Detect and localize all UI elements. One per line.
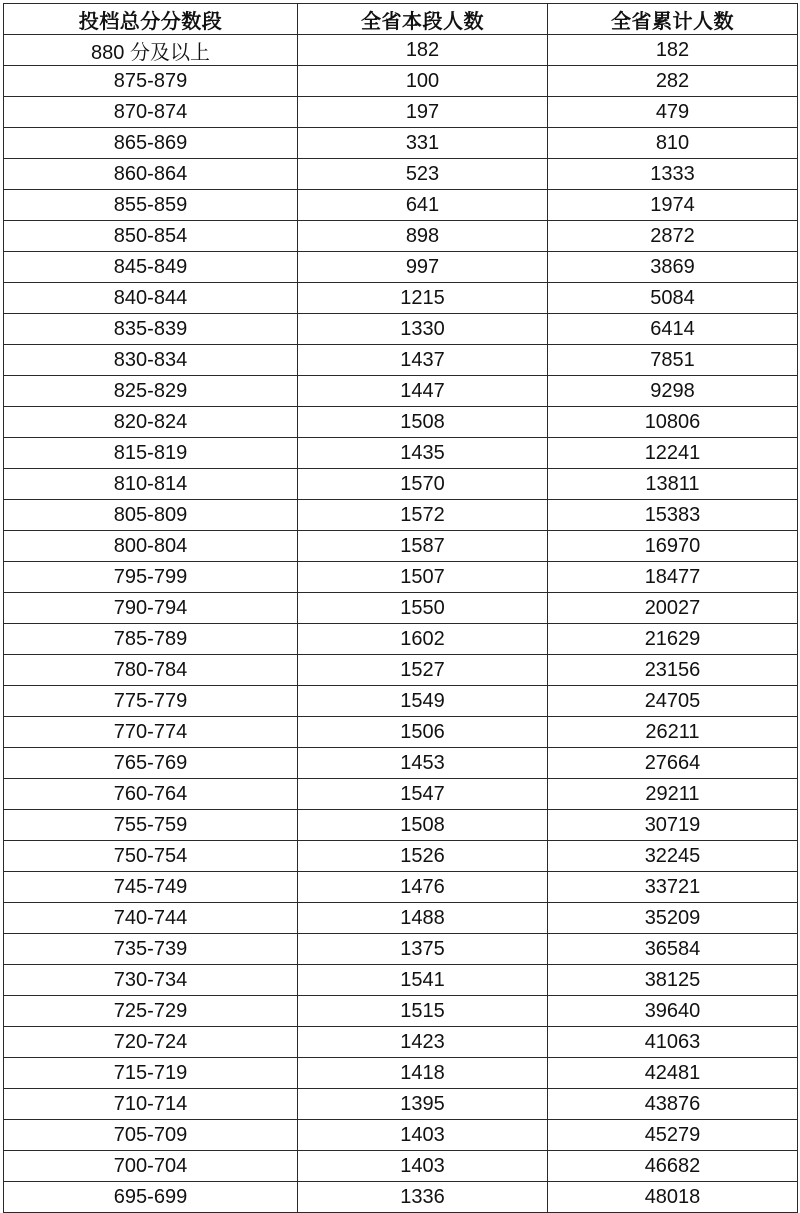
cell-score-range: 825-829 — [4, 376, 298, 407]
table-row — [4, 159, 798, 190]
cell-cumulative-count: 27664 — [548, 748, 798, 779]
cell-score-range: 720-724 — [4, 1027, 298, 1058]
cell-cumulative-count: 32245 — [548, 841, 798, 872]
cell-score-range: 780-784 — [4, 655, 298, 686]
cell-segment-count: 1515 — [298, 996, 548, 1027]
cell-segment-count: 1508 — [298, 810, 548, 841]
cell-segment-count: 1423 — [298, 1027, 548, 1058]
cell-segment-count: 1587 — [298, 531, 548, 562]
table-row — [4, 593, 798, 624]
cell-segment-count: 1572 — [298, 500, 548, 531]
cell-segment-count: 1395 — [298, 1089, 548, 1120]
cell-segment-count: 1508 — [298, 407, 548, 438]
cell-segment-count: 1453 — [298, 748, 548, 779]
cell-cumulative-count: 2872 — [548, 221, 798, 252]
cell-segment-count: 898 — [298, 221, 548, 252]
cell-segment-count: 1549 — [298, 686, 548, 717]
cell-score-range: 790-794 — [4, 593, 298, 624]
cell-score-range: 800-804 — [4, 531, 298, 562]
cell-score-range: 855-859 — [4, 190, 298, 221]
header-score-range: 投档总分分数段 — [4, 4, 298, 35]
cell-cumulative-count: 30719 — [548, 810, 798, 841]
cell-segment-count: 1550 — [298, 593, 548, 624]
table-row — [4, 717, 798, 748]
cell-cumulative-count: 48018 — [548, 1182, 798, 1213]
table-row — [4, 128, 798, 159]
table-row — [4, 531, 798, 562]
cell-segment-count: 100 — [298, 66, 548, 97]
cell-cumulative-count: 6414 — [548, 314, 798, 345]
table-row — [4, 66, 798, 97]
table-row — [4, 221, 798, 252]
cell-cumulative-count: 12241 — [548, 438, 798, 469]
cell-segment-count: 197 — [298, 97, 548, 128]
cell-segment-count: 331 — [298, 128, 548, 159]
cell-cumulative-count: 18477 — [548, 562, 798, 593]
cell-score-range: 820-824 — [4, 407, 298, 438]
table-body — [4, 35, 798, 1213]
cell-cumulative-count: 45279 — [548, 1120, 798, 1151]
table-row — [4, 1182, 798, 1213]
cell-score-range: 810-814 — [4, 469, 298, 500]
cell-score-range: 785-789 — [4, 624, 298, 655]
cell-score-range: 755-759 — [4, 810, 298, 841]
cell-cumulative-count: 42481 — [548, 1058, 798, 1089]
table-row — [4, 779, 798, 810]
cell-score-range: 815-819 — [4, 438, 298, 469]
cell-segment-count: 523 — [298, 159, 548, 190]
cell-score-range: 795-799 — [4, 562, 298, 593]
table-row — [4, 1120, 798, 1151]
table-row — [4, 252, 798, 283]
cell-score-range: 870-874 — [4, 97, 298, 128]
table-row — [4, 810, 798, 841]
table-row — [4, 841, 798, 872]
cell-segment-count: 1541 — [298, 965, 548, 996]
cell-score-range: 735-739 — [4, 934, 298, 965]
cell-cumulative-count: 20027 — [548, 593, 798, 624]
cell-score-range: 770-774 — [4, 717, 298, 748]
cell-segment-count: 1215 — [298, 283, 548, 314]
cell-segment-count: 1526 — [298, 841, 548, 872]
cell-segment-count: 1488 — [298, 903, 548, 934]
table-row — [4, 1058, 798, 1089]
cell-cumulative-count: 23156 — [548, 655, 798, 686]
cell-segment-count: 1507 — [298, 562, 548, 593]
cell-score-range: 725-729 — [4, 996, 298, 1027]
table-row — [4, 655, 798, 686]
table-row — [4, 376, 798, 407]
cell-score-range: 835-839 — [4, 314, 298, 345]
table-row — [4, 934, 798, 965]
cell-score-range: 705-709 — [4, 1120, 298, 1151]
cell-segment-count: 1602 — [298, 624, 548, 655]
cell-segment-count: 1403 — [298, 1120, 548, 1151]
cell-score-range: 710-714 — [4, 1089, 298, 1120]
cell-score-range: 775-779 — [4, 686, 298, 717]
table-row — [4, 872, 798, 903]
table-row — [4, 965, 798, 996]
score-distribution-table — [3, 3, 798, 1213]
cell-score-range: 700-704 — [4, 1151, 298, 1182]
cell-segment-count: 1547 — [298, 779, 548, 810]
table-row — [4, 562, 798, 593]
cell-cumulative-count: 15383 — [548, 500, 798, 531]
table-row — [4, 469, 798, 500]
cell-score-range: 745-749 — [4, 872, 298, 903]
cell-segment-count: 1506 — [298, 717, 548, 748]
cell-cumulative-count: 36584 — [548, 934, 798, 965]
cell-cumulative-count: 16970 — [548, 531, 798, 562]
cell-cumulative-count: 1333 — [548, 159, 798, 190]
cell-score-range: 765-769 — [4, 748, 298, 779]
cell-cumulative-count: 26211 — [548, 717, 798, 748]
cell-cumulative-count: 35209 — [548, 903, 798, 934]
table-row — [4, 35, 798, 66]
table-row — [4, 1089, 798, 1120]
cell-cumulative-count: 182 — [548, 35, 798, 66]
cell-cumulative-count: 33721 — [548, 872, 798, 903]
cell-cumulative-count: 810 — [548, 128, 798, 159]
table-row — [4, 190, 798, 221]
table-row — [4, 686, 798, 717]
cell-cumulative-count: 282 — [548, 66, 798, 97]
cell-cumulative-count: 21629 — [548, 624, 798, 655]
cell-cumulative-count: 9298 — [548, 376, 798, 407]
cell-segment-count: 1437 — [298, 345, 548, 376]
cell-score-range: 695-699 — [4, 1182, 298, 1213]
cell-cumulative-count: 24705 — [548, 686, 798, 717]
cell-score-range: 805-809 — [4, 500, 298, 531]
table-row — [4, 748, 798, 779]
table-row — [4, 1027, 798, 1058]
cell-score-range: 750-754 — [4, 841, 298, 872]
cell-score-range: 875-879 — [4, 66, 298, 97]
table-row — [4, 314, 798, 345]
cell-segment-count: 1330 — [298, 314, 548, 345]
table-row — [4, 624, 798, 655]
cell-segment-count: 1375 — [298, 934, 548, 965]
header-cumulative-count: 全省累计人数 — [548, 4, 798, 35]
cell-cumulative-count: 7851 — [548, 345, 798, 376]
cell-cumulative-count: 43876 — [548, 1089, 798, 1120]
cell-segment-count: 1570 — [298, 469, 548, 500]
cell-segment-count: 1435 — [298, 438, 548, 469]
table-row — [4, 438, 798, 469]
cell-cumulative-count: 1974 — [548, 190, 798, 221]
table-row — [4, 407, 798, 438]
table-row — [4, 903, 798, 934]
cell-score-range: 845-849 — [4, 252, 298, 283]
table-row — [4, 345, 798, 376]
cell-score-range: 840-844 — [4, 283, 298, 314]
table-row — [4, 283, 798, 314]
cell-score-range: 730-734 — [4, 965, 298, 996]
cell-segment-count: 1418 — [298, 1058, 548, 1089]
table-row — [4, 500, 798, 531]
table-row — [4, 996, 798, 1027]
cell-cumulative-count: 13811 — [548, 469, 798, 500]
cell-cumulative-count: 39640 — [548, 996, 798, 1027]
cell-score-range: 860-864 — [4, 159, 298, 190]
cell-score-range: 760-764 — [4, 779, 298, 810]
header-row — [4, 4, 798, 35]
cell-segment-count: 1476 — [298, 872, 548, 903]
cell-score-range: 715-719 — [4, 1058, 298, 1089]
table-header — [4, 4, 798, 35]
cell-segment-count: 1527 — [298, 655, 548, 686]
cell-cumulative-count: 41063 — [548, 1027, 798, 1058]
cell-score-range: 880 分及以上 — [4, 35, 298, 66]
cell-score-range: 830-834 — [4, 345, 298, 376]
cell-score-range: 865-869 — [4, 128, 298, 159]
cell-cumulative-count: 29211 — [548, 779, 798, 810]
cell-score-range: 850-854 — [4, 221, 298, 252]
cell-cumulative-count: 479 — [548, 97, 798, 128]
cell-segment-count: 641 — [298, 190, 548, 221]
cell-cumulative-count: 3869 — [548, 252, 798, 283]
cell-cumulative-count: 10806 — [548, 407, 798, 438]
cell-segment-count: 1447 — [298, 376, 548, 407]
cell-segment-count: 182 — [298, 35, 548, 66]
cell-segment-count: 997 — [298, 252, 548, 283]
table-row — [4, 1151, 798, 1182]
table-row — [4, 97, 798, 128]
cell-cumulative-count: 38125 — [548, 965, 798, 996]
cell-cumulative-count: 46682 — [548, 1151, 798, 1182]
header-segment-count: 全省本段人数 — [298, 4, 548, 35]
cell-cumulative-count: 5084 — [548, 283, 798, 314]
cell-segment-count: 1403 — [298, 1151, 548, 1182]
cell-score-range: 740-744 — [4, 903, 298, 934]
cell-segment-count: 1336 — [298, 1182, 548, 1213]
